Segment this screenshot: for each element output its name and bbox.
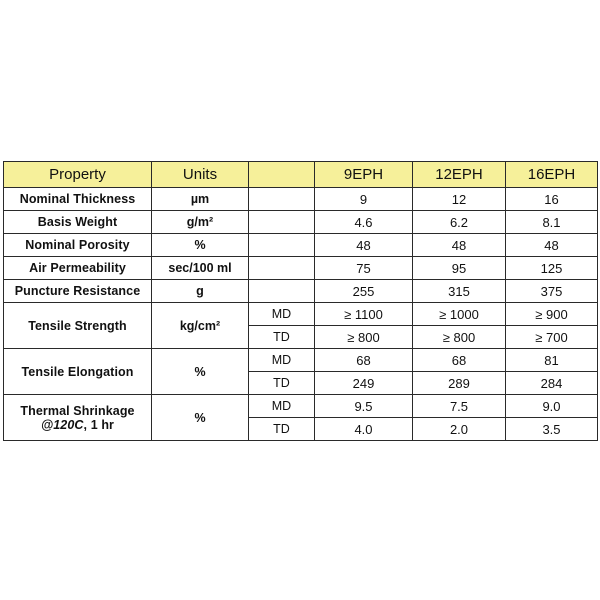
table-row bbox=[4, 188, 598, 211]
value-cell: 9.0 bbox=[506, 395, 598, 418]
direction-cell: TD bbox=[249, 418, 315, 441]
unit-cell: % bbox=[152, 234, 249, 257]
header-row bbox=[4, 162, 598, 188]
condition-duration: , 1 hr bbox=[83, 417, 115, 432]
value-cell: 75 bbox=[315, 257, 413, 280]
unit-cell: sec/100 ml bbox=[152, 257, 249, 280]
property-name: Thermal Shrinkage bbox=[20, 403, 135, 418]
direction-cell: MD bbox=[249, 303, 315, 326]
table-row bbox=[4, 257, 598, 280]
table-row bbox=[4, 211, 598, 234]
header-direction bbox=[249, 162, 315, 188]
unit-cell: % bbox=[152, 395, 249, 441]
header-grade-16eph: 16EPH bbox=[506, 162, 598, 188]
value-cell: 2.0 bbox=[413, 418, 506, 441]
property-label: Nominal Porosity bbox=[4, 234, 152, 257]
value-cell: 284 bbox=[506, 372, 598, 395]
property-label bbox=[4, 395, 152, 441]
table-row bbox=[4, 349, 598, 372]
value-cell: 4.6 bbox=[315, 211, 413, 234]
direction-cell bbox=[249, 234, 315, 257]
unit-cell: g bbox=[152, 280, 249, 303]
value-cell: 255 bbox=[315, 280, 413, 303]
header-property: Property bbox=[4, 162, 152, 188]
value-cell: ≥ 700 bbox=[506, 326, 598, 349]
unit-cell: g/m² bbox=[152, 211, 249, 234]
value-cell: ≥ 1000 bbox=[413, 303, 506, 326]
value-cell: 7.5 bbox=[413, 395, 506, 418]
value-cell: 48 bbox=[506, 234, 598, 257]
direction-cell: MD bbox=[249, 395, 315, 418]
value-cell: 95 bbox=[413, 257, 506, 280]
property-label: Nominal Thickness bbox=[4, 188, 152, 211]
value-cell: 4.0 bbox=[315, 418, 413, 441]
value-cell: 48 bbox=[413, 234, 506, 257]
value-cell: ≥ 1100 bbox=[315, 303, 413, 326]
value-cell: 375 bbox=[506, 280, 598, 303]
property-label: Puncture Resistance bbox=[4, 280, 152, 303]
unit-cell: µm bbox=[152, 188, 249, 211]
value-cell: 12 bbox=[413, 188, 506, 211]
property-label: Tensile Elongation bbox=[4, 349, 152, 395]
value-cell: 3.5 bbox=[506, 418, 598, 441]
value-cell: 289 bbox=[413, 372, 506, 395]
value-cell: 81 bbox=[506, 349, 598, 372]
property-label: Air Permeability bbox=[4, 257, 152, 280]
direction-cell bbox=[249, 280, 315, 303]
value-cell: 48 bbox=[315, 234, 413, 257]
header-grade-12eph: 12EPH bbox=[413, 162, 506, 188]
property-condition bbox=[8, 418, 147, 432]
table-row bbox=[4, 280, 598, 303]
value-cell: ≥ 800 bbox=[413, 326, 506, 349]
value-cell: 6.2 bbox=[413, 211, 506, 234]
value-cell: 8.1 bbox=[506, 211, 598, 234]
value-cell: 315 bbox=[413, 280, 506, 303]
direction-cell: MD bbox=[249, 349, 315, 372]
table-row bbox=[4, 303, 598, 326]
property-label: Tensile Strength bbox=[4, 303, 152, 349]
table-row bbox=[4, 395, 598, 418]
header-grade-9eph: 9EPH bbox=[315, 162, 413, 188]
value-cell: 125 bbox=[506, 257, 598, 280]
direction-cell bbox=[249, 211, 315, 234]
value-cell: 68 bbox=[413, 349, 506, 372]
value-cell: 16 bbox=[506, 188, 598, 211]
value-cell: 249 bbox=[315, 372, 413, 395]
direction-cell bbox=[249, 188, 315, 211]
value-cell: 9.5 bbox=[315, 395, 413, 418]
spec-table bbox=[3, 161, 598, 441]
value-cell: 9 bbox=[315, 188, 413, 211]
unit-cell: kg/cm² bbox=[152, 303, 249, 349]
condition-temperature: @120C bbox=[40, 417, 84, 432]
value-cell: 68 bbox=[315, 349, 413, 372]
direction-cell: TD bbox=[249, 326, 315, 349]
direction-cell bbox=[249, 257, 315, 280]
header-units: Units bbox=[152, 162, 249, 188]
unit-cell: % bbox=[152, 349, 249, 395]
value-cell: ≥ 800 bbox=[315, 326, 413, 349]
value-cell: ≥ 900 bbox=[506, 303, 598, 326]
property-label: Basis Weight bbox=[4, 211, 152, 234]
table-row bbox=[4, 234, 598, 257]
direction-cell: TD bbox=[249, 372, 315, 395]
